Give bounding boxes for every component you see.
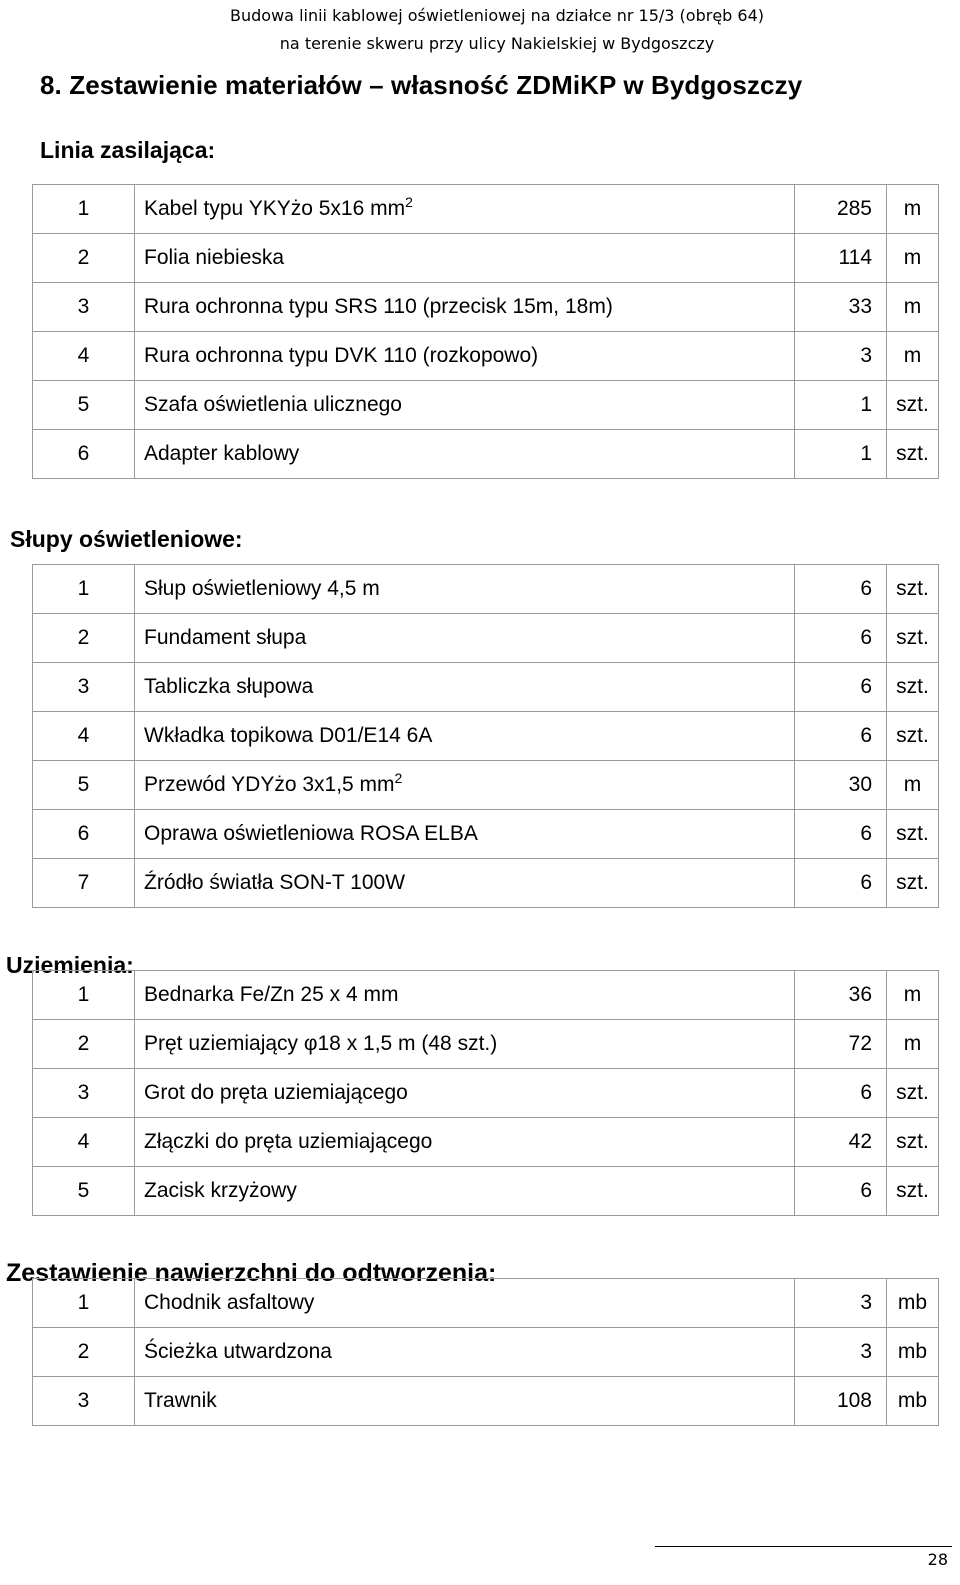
item-unit <box>887 234 939 283</box>
item-quantity-text: 1 <box>860 442 872 465</box>
item-quantity <box>795 810 887 859</box>
item-quantity <box>795 1118 887 1167</box>
item-name <box>135 1377 795 1426</box>
item-name-text: Grot do pręta uziemiającego <box>144 1081 408 1104</box>
table-row <box>33 761 939 810</box>
row-number-text: 5 <box>77 1179 90 1202</box>
item-unit-text: szt. <box>896 871 929 894</box>
item-name <box>135 1069 795 1118</box>
item-name-text: Wkładka topikowa D01/E14 6A <box>144 724 433 747</box>
table-row <box>33 614 939 663</box>
table-row <box>33 1167 939 1216</box>
item-name-text: Źródło światła SON-T 100W <box>144 871 406 894</box>
item-quantity-text: 6 <box>860 822 872 845</box>
table-row <box>33 663 939 712</box>
item-name <box>135 1167 795 1216</box>
item-unit-text: m <box>903 983 922 1006</box>
footer-divider <box>655 1546 952 1547</box>
item-name <box>135 971 795 1020</box>
item-quantity <box>795 1279 887 1328</box>
row-number <box>33 810 135 859</box>
table-grounding <box>32 970 939 1216</box>
item-unit <box>887 283 939 332</box>
row-number-text: 4 <box>77 1130 90 1153</box>
item-name-text: Rura ochronna typu SRS 110 (przecisk 15m, 18m) <box>144 295 613 318</box>
item-quantity <box>795 1328 887 1377</box>
row-number-text: 5 <box>77 393 90 416</box>
item-quantity <box>795 971 887 1020</box>
row-number-text: 2 <box>77 246 90 269</box>
item-unit <box>887 1167 939 1216</box>
item-quantity-text: 3 <box>860 344 872 367</box>
page-title: 8. Zestawienie materiałów – własność ZDMiKP w Bydgoszczy <box>40 70 803 100</box>
item-unit-text: szt. <box>896 442 929 465</box>
table-row <box>33 810 939 859</box>
section-heading-power: Linia zasilająca: <box>40 137 216 163</box>
unit-exponent: 2 <box>394 770 403 786</box>
table-row <box>33 859 939 908</box>
item-quantity <box>795 332 887 381</box>
table-row <box>33 971 939 1020</box>
item-unit <box>887 1328 939 1377</box>
item-quantity <box>795 614 887 663</box>
item-unit-text: m <box>903 344 922 367</box>
item-name-text: Złączki do pręta uziemiającego <box>144 1130 433 1153</box>
item-name-text: Słup oświetleniowy 4,5 m <box>144 577 380 600</box>
item-name-text: Kabel typu YKYżo 5x16 mm <box>144 197 406 220</box>
item-quantity <box>795 859 887 908</box>
row-number-text: 6 <box>77 822 90 845</box>
section-heading-grounding: Uziemienia: <box>6 952 134 978</box>
item-name <box>135 663 795 712</box>
item-name-text: Przewód YDYżo 3x1,5 mm <box>144 773 395 796</box>
item-quantity <box>795 381 887 430</box>
item-quantity <box>795 283 887 332</box>
table-row <box>33 185 939 234</box>
row-number-text: 3 <box>77 295 90 318</box>
item-quantity-text: 6 <box>860 675 872 698</box>
item-name <box>135 1020 795 1069</box>
item-unit <box>887 614 939 663</box>
section-heading-poles: Słupy oświetleniowe: <box>10 526 243 552</box>
item-quantity <box>795 1069 887 1118</box>
item-name <box>135 565 795 614</box>
row-number <box>33 1020 135 1069</box>
running-header-line-2: na terenie skweru przy ulicy Nakielskiej w Bydgoszczy <box>279 34 715 53</box>
item-unit-text: mb <box>897 1340 928 1363</box>
item-unit <box>887 810 939 859</box>
item-unit <box>887 430 939 479</box>
item-name <box>135 185 795 234</box>
table-row <box>33 565 939 614</box>
item-quantity <box>795 663 887 712</box>
running-header <box>230 2 764 58</box>
row-number-text: 4 <box>77 344 90 367</box>
table-surface-restoration <box>32 1278 939 1426</box>
item-name-text: Fundament słupa <box>144 626 307 649</box>
row-number <box>33 1328 135 1377</box>
row-number-text: 2 <box>77 626 90 649</box>
item-unit-text: mb <box>897 1389 928 1412</box>
item-unit <box>887 712 939 761</box>
item-unit-text: mb <box>897 1291 928 1314</box>
row-number <box>33 859 135 908</box>
table-row <box>33 430 939 479</box>
row-number-text: 3 <box>77 1081 90 1104</box>
item-name <box>135 1279 795 1328</box>
item-name <box>135 234 795 283</box>
table-row <box>33 381 939 430</box>
item-unit-text: m <box>903 246 922 269</box>
row-number <box>33 234 135 283</box>
table-row <box>33 283 939 332</box>
item-quantity <box>795 1020 887 1069</box>
item-quantity-text: 285 <box>836 197 872 220</box>
item-name-text: Oprawa oświetleniowa ROSA ELBA <box>144 822 478 845</box>
item-quantity <box>795 1167 887 1216</box>
row-number <box>33 971 135 1020</box>
item-name <box>135 859 795 908</box>
table-row <box>33 712 939 761</box>
row-number-text: 1 <box>77 577 90 600</box>
item-unit <box>887 1020 939 1069</box>
row-number-text: 3 <box>77 675 90 698</box>
row-number-text: 2 <box>77 1340 90 1363</box>
item-unit-text: m <box>903 773 922 796</box>
item-name-text: Pręt uziemiający φ18 x 1,5 m (48 szt.) <box>144 1032 498 1055</box>
item-name <box>135 614 795 663</box>
item-quantity-text: 1 <box>860 393 872 416</box>
item-name <box>135 283 795 332</box>
item-quantity <box>795 234 887 283</box>
item-name-text: Szafa oświetlenia ulicznego <box>144 393 402 416</box>
section-heading-surface: Zestawienie nawierzchni do odtworzenia: <box>6 1259 497 1287</box>
item-name <box>135 332 795 381</box>
row-number-text: 4 <box>77 724 90 747</box>
item-unit <box>887 761 939 810</box>
row-number <box>33 381 135 430</box>
item-name <box>135 381 795 430</box>
item-name-text: Rura ochronna typu DVK 110 (rozkopowo) <box>144 344 539 367</box>
row-number-text: 1 <box>77 983 90 1006</box>
table-row <box>33 234 939 283</box>
row-number <box>33 1279 135 1328</box>
row-number-text: 3 <box>77 1389 90 1412</box>
item-name-text: Bednarka Fe/Zn 25 x 4 mm <box>144 983 399 1006</box>
table-row <box>33 1020 939 1069</box>
item-quantity <box>795 565 887 614</box>
unit-exponent: 2 <box>405 194 413 210</box>
table-row <box>33 1069 939 1118</box>
item-name <box>135 810 795 859</box>
row-number <box>33 1118 135 1167</box>
item-quantity-text: 30 <box>848 773 872 796</box>
item-unit-text: szt. <box>896 1179 929 1202</box>
row-number <box>33 1377 135 1426</box>
item-quantity <box>795 761 887 810</box>
row-number <box>33 283 135 332</box>
item-quantity-text: 6 <box>860 1081 872 1104</box>
row-number-text: 6 <box>77 442 90 465</box>
item-unit <box>887 185 939 234</box>
row-number-text: 1 <box>77 1291 90 1314</box>
row-number <box>33 761 135 810</box>
table-row <box>33 1377 939 1426</box>
item-unit-text: szt. <box>896 577 929 600</box>
item-quantity-text: 6 <box>860 577 872 600</box>
item-quantity-text: 42 <box>848 1130 872 1153</box>
item-name-text: Folia niebieska <box>144 246 285 269</box>
item-name-text: Tabliczka słupowa <box>144 675 314 698</box>
item-unit-text: szt. <box>896 675 929 698</box>
row-number <box>33 565 135 614</box>
item-unit <box>887 565 939 614</box>
item-unit <box>887 1069 939 1118</box>
item-quantity <box>795 185 887 234</box>
table-row <box>33 1279 939 1328</box>
item-name <box>135 712 795 761</box>
item-unit-text: m <box>903 197 922 220</box>
table-power-line <box>32 184 939 479</box>
item-unit-text: szt. <box>896 724 929 747</box>
item-name <box>135 761 795 810</box>
item-unit-text: szt. <box>896 393 929 416</box>
item-name-text: Adapter kablowy <box>144 442 300 465</box>
item-quantity-text: 6 <box>860 1179 872 1202</box>
item-quantity <box>795 712 887 761</box>
item-quantity-text: 6 <box>860 626 872 649</box>
item-quantity-text: 6 <box>860 724 872 747</box>
item-name-text: Trawnik <box>144 1389 217 1412</box>
item-unit <box>887 663 939 712</box>
row-number-text: 1 <box>77 197 90 220</box>
item-unit <box>887 332 939 381</box>
item-name <box>135 1328 795 1377</box>
item-unit-text: m <box>903 295 922 318</box>
running-header-line-1: Budowa linii kablowej oświetleniowej na działce nr 15/3 (obręb 64) <box>230 6 764 25</box>
item-quantity-text: 108 <box>836 1389 872 1412</box>
item-unit <box>887 971 939 1020</box>
page-number: 28 <box>927 1550 948 1569</box>
item-quantity <box>795 430 887 479</box>
item-unit <box>887 1118 939 1167</box>
item-unit-text: szt. <box>896 626 929 649</box>
item-quantity-text: 3 <box>860 1291 872 1314</box>
row-number-text: 7 <box>77 871 90 894</box>
item-name-text: Chodnik asfaltowy <box>144 1291 315 1314</box>
row-number <box>33 430 135 479</box>
item-quantity-text: 72 <box>848 1032 872 1055</box>
item-unit-text: m <box>903 1032 922 1055</box>
table-row <box>33 1328 939 1377</box>
row-number <box>33 614 135 663</box>
item-unit <box>887 1279 939 1328</box>
item-unit <box>887 1377 939 1426</box>
item-unit-text: szt. <box>896 822 929 845</box>
table-lighting-poles <box>32 564 939 908</box>
item-name-text: Zacisk krzyżowy <box>144 1179 297 1202</box>
row-number <box>33 1069 135 1118</box>
item-unit <box>887 381 939 430</box>
item-quantity-text: 33 <box>848 295 872 318</box>
row-number <box>33 1167 135 1216</box>
table-row <box>33 1118 939 1167</box>
item-quantity <box>795 1377 887 1426</box>
item-unit <box>887 859 939 908</box>
item-name <box>135 430 795 479</box>
row-number-text: 2 <box>77 1032 90 1055</box>
item-name-text: Ścieżka utwardzona <box>144 1340 332 1363</box>
item-quantity-text: 114 <box>838 246 872 269</box>
table-row <box>33 332 939 381</box>
row-number <box>33 663 135 712</box>
row-number <box>33 185 135 234</box>
item-unit-text: szt. <box>896 1081 929 1104</box>
row-number <box>33 332 135 381</box>
item-quantity-text: 3 <box>860 1340 872 1363</box>
row-number-text: 5 <box>77 773 90 796</box>
item-quantity-text: 6 <box>860 871 872 894</box>
item-quantity-text: 36 <box>848 983 872 1006</box>
item-unit-text: szt. <box>896 1130 929 1153</box>
row-number <box>33 712 135 761</box>
item-name <box>135 1118 795 1167</box>
